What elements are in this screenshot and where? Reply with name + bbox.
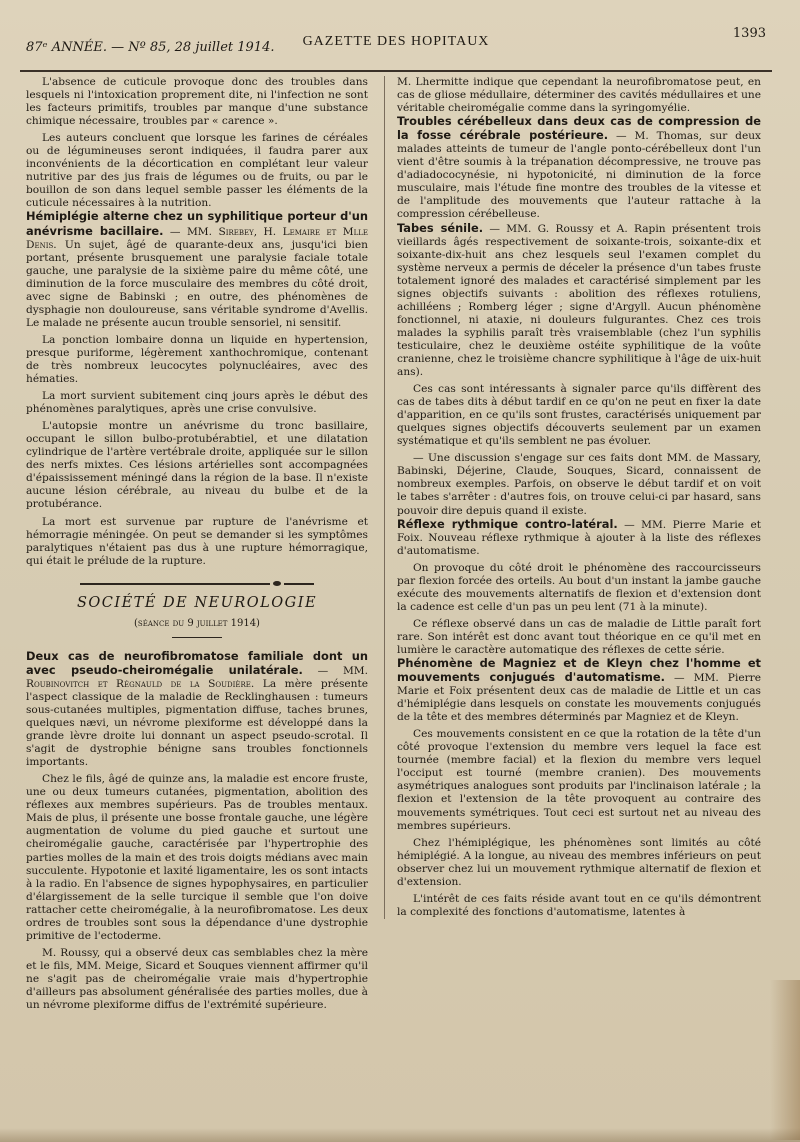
right-column — [384, 76, 761, 919]
paragraph: L'intérêt de ces faits réside avant tout en ce qu'ils démontrent la complexité des fonctions d'automatisme, latentes à — [397, 892, 761, 918]
paragraph: La mort survient subitement cinq jours après le début des phénomènes paralytiques, après une crise convulsive. — [26, 390, 368, 416]
article-text: — MM. Pierre Marie et Foix présentent deux cas de maladie de Little et un cas d'hémiplégie dans lesquels on constate les mouvements conjugués de la tête et des membres déterminés par Magniez et de Kleyn. — [397, 672, 761, 724]
paragraph: M. Lhermitte indique que cependant la neurofibromatose peut, en cas de gliose médullaire, déterminer des cavités médullaires et une véritable cheiromégalie comme dans la syringomyélie. — [397, 76, 761, 115]
article-text: — MM. Pierre Marie et Foix. Nouveau réflexe rythmique à ajouter à la liste des réflexes d'automatisme. — [397, 518, 761, 557]
paragraph: Ce réflexe observé dans un cas de maladie de Little paraît fort rare. Son intérêt est donc avant tout théorique en ce qu'il met en lumière le caractère automatique des réflexes de cette série. — [397, 617, 761, 656]
article-troubles-cerebelleux — [397, 115, 761, 221]
article-reflexe-rythmique — [397, 518, 761, 558]
session-date: (séance du 9 juillet 1914) — [134, 617, 260, 629]
section-divider — [26, 578, 368, 591]
society-heading: SOCIÉTÉ DE NEUROLOGIE — [76, 594, 318, 611]
article-neurofibromatose — [26, 650, 368, 769]
issue-line: 87ᵉ ANNÉE. — Nº 85, 28 juillet 1914. — [26, 40, 275, 55]
article-text: — MM. G. Roussy et A. Rapin présentent trois vieillards âgés respectivement de soixante-trois, soixante-dix et soixante-dix-huit ans chez lesquels seul l'examen complet du système nerveux a permis de déceler la présence d'un tabes fruste totalement ignoré des malades et caractérisé simplement par les signes objectifs suivants : abolition des réflexes rotuliens, achilléens ; Romberg léger ; signe d'Argyll. Aucun phénomène fonctionnel, ni ataxie, ni douleurs fulgurantes. Chez ces trois malades la syphilis paraît très vraisemblable (chez l'un syphilis testiculaire, chez le deuxième ostéite syphilitique de la voûte cranienne, chez le troisième chancre syphilitique à l'âge de uix-huit ans). — [397, 222, 761, 379]
article-title: Tabes sénile. — [397, 220, 484, 235]
newspaper-title: GAZETTE DES HOPITAUX — [302, 34, 490, 49]
paragraph: L'absence de cuticule provoque donc des troubles dans lesquels ni l'intoxication proprement dite, ni l'infection ne sont les facteurs primitifs, troubles par manque d'une substance chimique nécessaire, troubles par « carence ». — [26, 76, 368, 128]
article-authors: — MM. Sirebey, H. Lemaire et Mlle Denis. — [26, 225, 368, 251]
divider — [172, 637, 222, 638]
paragraph: Chez l'hémiplégique, les phénomènes sont limités au côté hémiplégié. A la longue, au niveau des membres inférieurs on peut observer chez lui un mouvement rythmique alternatif de flexion et d'extension. — [397, 836, 761, 888]
article-title: Phénomène de Magniez et de Kleyn chez l'homme et mouvements conjugués d'automatisme. — [397, 656, 761, 685]
paragraph: — Une discussion s'engage sur ces faits dont MM. de Massary, Babinski, Déjerine, Claude, Souques, Sicard, connaissent de nombreux exemples. Parfois, on observe le début tardif et on voit le tabes s'arrêter : d'autres fois, on trouve celui-ci par hasard, sans pouvoir dire depuis quand il existe. — [397, 452, 761, 517]
paragraph: L'autopsie montre un anévrisme du tronc basillaire, occupant le sillon bulbo-protubérabtiel, et une dilatation cylindrique de l'artère vertébrale droite, appliquée sur le sillon des nerfs mixtes. Ces lésions artérielles sont accompagnées d'épaississement méningé dans la région de la base. Il n'existe aucune lésion cérébrale, au niveau du bulbe et de la protubérance. — [26, 420, 368, 511]
page-header — [20, 26, 772, 72]
paragraph: La mort est survenue par rupture de l'anévrisme et hémorragie méningée. On peut se demander si les symptômes paralytiques n'étaient pas dus à une rupture hémorragique, qui était le prélude de la rupture. — [26, 515, 368, 567]
paragraph: Ces cas sont intéressants à signaler parce qu'ils diffèrent des cas de tabes dits à début tardif en ce qu'on ne peut en fixer la date d'apparition, en ce qu'ils sont frustes, caractérisés uniquement par quelques signes objectifs découverts seulement par un examen systématique et qu'ils semblent ne pas évoluer. — [397, 383, 761, 448]
paragraph: Chez le fils, âgé de quinze ans, la maladie est encore fruste, une ou deux tumeurs cutanées, pigmentation, abolition des réflexes aux membres supérieurs. Pas de troubles mentaux. Mais de plus, il présente une bosse frontale gauche, une légère augmentation de volume du pied gauche et surtout une cheiromégalie gauche, caractérisée par l'hypertrophie des parties molles de la main et des trois doigts médians avec main succulente. Hypotonie et laxité ligamentaire, les os sont intacts à la radio. En l'absence de signes hypophysaires, en particulier d'élargissement de la selle turcique il semble que l'on doive rattacher cette cheiromégalie, à la neurofibromatose. Les deux ordres de troubles sont sous la dépendance d'une dystrophie primitive de l'ectoderme. — [26, 773, 368, 942]
paragraph: On provoque du côté droit le phénomène des raccourcisseurs par flexion forcée des orteils. Au bout d'un instant la jambe gauche exécute des mouvements alternatifs de flexion et d'extension dont la cadence est celle d'un pas un peu lent (71 à la minute). — [397, 561, 761, 613]
paragraph: Ces mouvements consistent en ce que la rotation de la tête d'un côté provoque l'extension du membre vers lequel la face est tournée (membre facial) et la flexion du membre vers lequel l'occiput est tourné (membre cranien). Des mouvements asymétriques analogues sont produits par l'inclinaison latérale ; la flexion et l'extension de la tête provoquent au contraire des mouvements symétriques. Tout ceci est surtout net au niveau des membres supérieurs. — [397, 728, 761, 832]
article-text: — M. Thomas, sur deux malades atteints de tumeur de l'angle ponto-cérébelleux dont l'un vient d'être soumis à la trépanation décompressive, ne trouve pas d'adiadococynésie, ni hypotonicité, ni diminution de la force musculaire, mais l'étude fine montre des troubles de la vitesse et de l'amplitude des mouvements que l'auteur rattache à la compression cérébelleuse. — [397, 130, 762, 221]
paragraph: Les auteurs concluent que lorsque les farines de céréales ou de légumineuses seront indiquées, il faudra parer aux inconvénients de la décortication en complétant leur valeur nutritive par des jus frais de légumes ou de fruits, ou par le bouillon de son dans lequel semble passer les éléments de la cuticule nécessaires à la nutrition. — [26, 132, 368, 210]
paragraph: La ponction lombaire donna un liquide en hypertension, presque puriforme, légèrement xanthochromique, contenant de très nombreux leucocytes polynucléaires, avec des hématies. — [26, 333, 368, 386]
article-authors: — MM. Roubinovitch et Régnauld de la Soudière. — [26, 664, 369, 690]
article-title: Deux cas de neurofibromatose familiale dont un avec pseudo-cheiromégalie unilatérale. — [26, 648, 368, 677]
article-magniez-kleyn — [397, 657, 761, 724]
page-number: 1393 — [732, 26, 766, 41]
article-hemiplegie — [26, 210, 368, 329]
paragraph: M. Roussy, qui a observé deux cas semblables chez la mère et le fils, MM. Meige, Sicard et Souques viennent affirmer qu'il ne s'agit pas de cheiromégalie vraie mais d'hypertrophie d'ailleurs pas absolument généralisée des parties molles, due à un névrome plexiforme diffus de l'extrémité supérieure. — [26, 946, 368, 1012]
page-edge — [0, 1128, 800, 1142]
article-title: Hémiplégie alterne chez un syphilitique porteur d'un anévrisme bacillaire. — [26, 209, 368, 238]
article-text: La mère présente l'aspect classique de la maladie de Recklinghausen : tumeurs sous-cutanées multiples, pigmentation diffuse, taches brunes, quelques nævi, un névrome plexiforme est développé dans la grande lèvre droite lui donnant un aspect pseudo-scrotal. Il s'agit de dystrophie bénigne sans troubles fonctionnels importants. — [26, 677, 369, 769]
left-column — [26, 76, 368, 1012]
article-title: Troubles cérébelleux dans deux cas de compression de la fosse cérébrale postérieure. — [397, 114, 761, 143]
paper-stain — [770, 980, 800, 1140]
article-tabes-senile — [397, 222, 761, 380]
article-text: Un sujet, âgé de quarante-deux ans, jusqu'ici bien portant, présente brusquement une paralysie faciale totale gauche, une paralysie de la sixième paire du même côté, une diminution de la force musculaire des membres du côté droit, avec signe de Babinski ; en outre, des phénomènes de dysphagie non douloureuse, sans véritable syndrome d'Avellis. Le malade ne présente aucun trouble sensoriel, ni sensitif. — [26, 238, 368, 329]
article-title: Réflexe rythmique contro-latéral. — [397, 516, 618, 531]
